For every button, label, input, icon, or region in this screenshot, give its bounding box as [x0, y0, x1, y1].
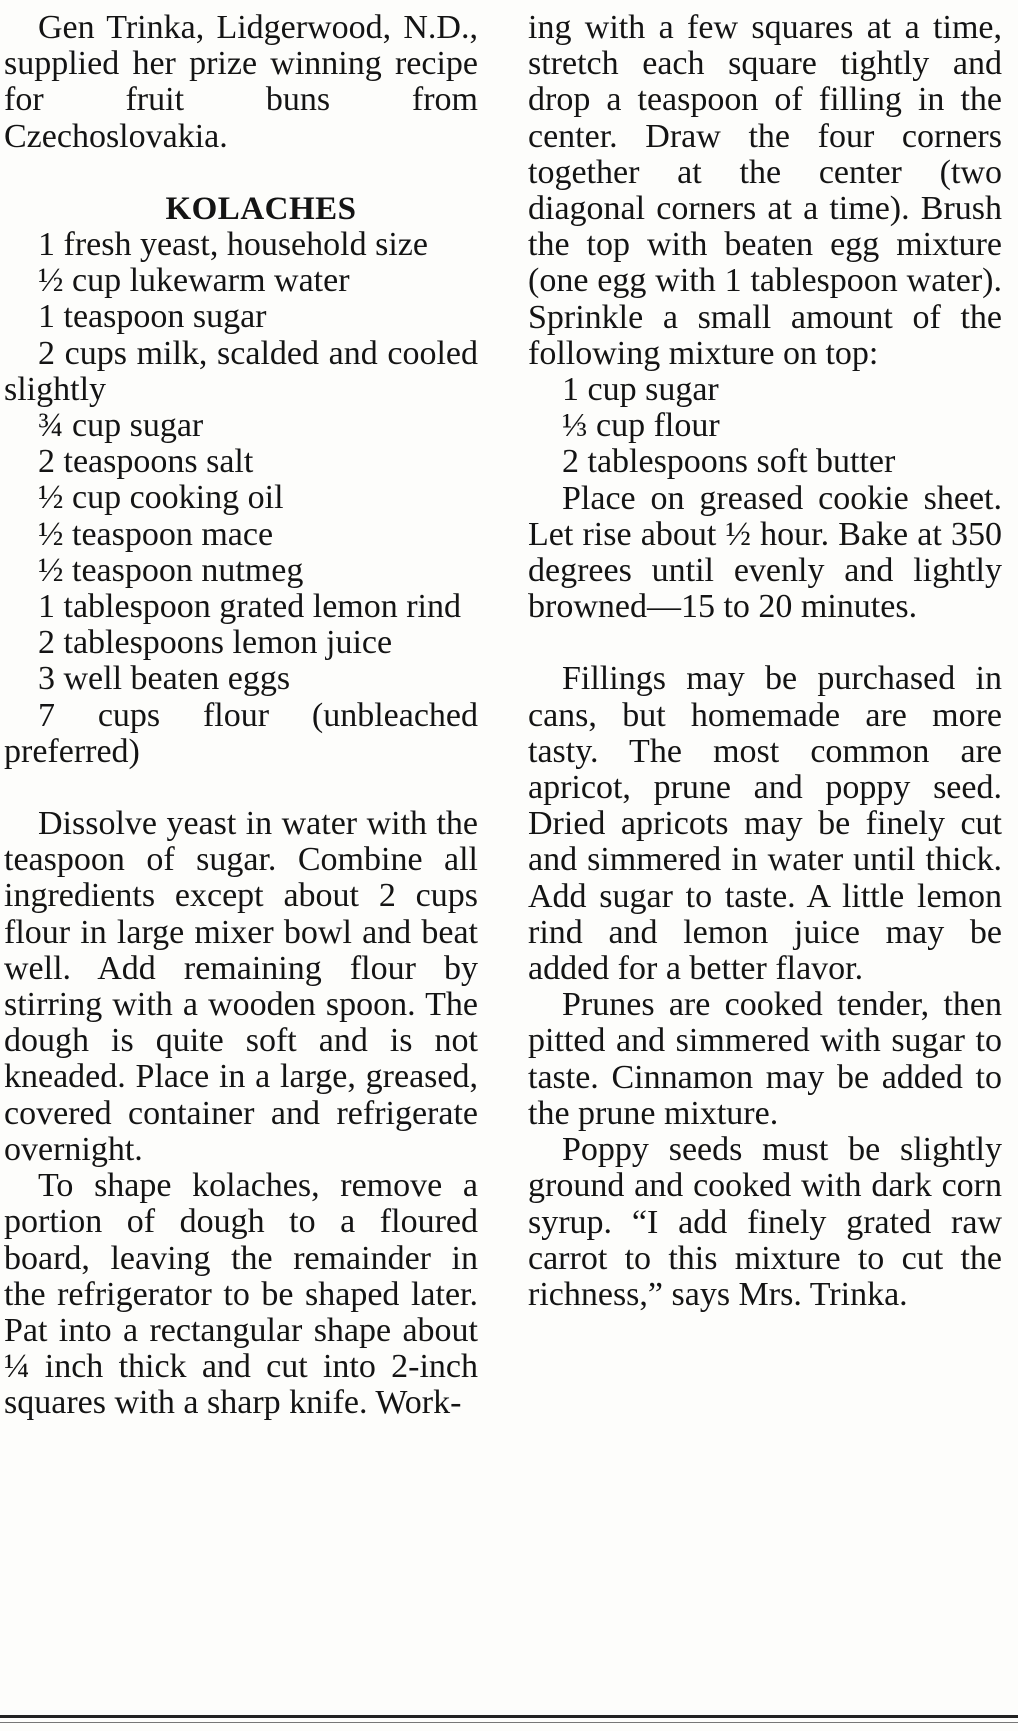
ingredient-item: 1 tablespoon grated lemon rind — [38, 588, 462, 626]
recipe-title-text: KOLACHES — [165, 190, 357, 227]
ingredient-item: ¾ cup sugar — [38, 407, 204, 445]
topping-item: 1 cup sugar — [562, 371, 719, 409]
ingredient-item: 1 teaspoon sugar — [38, 298, 267, 336]
ingredient-item: 1 fresh yeast, household size — [38, 226, 428, 264]
recipe-title — [4, 191, 478, 227]
bottom-rule — [0, 1715, 1018, 1718]
topping-item: 2 tablespoons soft butter — [562, 443, 896, 481]
ingredient-item: 3 well beaten eggs — [38, 660, 291, 698]
ingredient-item: 2 tablespoons lemon juice — [38, 624, 393, 662]
shaping-paragraph: To shape kolaches, remove a portion of dough to a floured board, leaving the remainder in the refrigerator to be shaped later. Pat into a rectangular shape about ¼ inch thick and cut into 2-inch squares with a sharp knife. Work- — [4, 1167, 478, 1422]
ingredient-item: 7 cups flour (unbleached preferred) — [4, 696, 478, 770]
paragraph-spacer — [4, 770, 478, 806]
topping-list — [528, 372, 1002, 481]
shaping-paragraph-continued: ing with a few squares at a time, stretch each square tightly and drop a teaspoon of filling in the center. Draw the four corners together at the center (two diagonal corners at a time). Brush the top with beaten egg mixture (one egg with 1 tablespoon water). Sprinkle a small amount of the following mixture on top: — [528, 9, 1002, 372]
fillings-paragraph: Fillings may be purchased in cans, but homemade are more tasty. The most common are apricot, prune and poppy seed. Dried apricots may be finely cut and simmered in water until thick. Add sugar to taste. A little lemon rind and lemon juice may be added for a better flavor. — [528, 660, 1002, 988]
ingredient-item: ½ teaspoon mace — [38, 515, 274, 553]
intro-paragraph: Gen Trinka, Lidgerwood, N.D., supplied her prize winning recipe for fruit buns from Czechoslovakia. — [4, 9, 478, 155]
bottom-rule-thin — [0, 1722, 1018, 1723]
topping-item: ⅓ cup flour — [562, 407, 720, 445]
prunes-paragraph: Prunes are cooked tender, then pitted and simmered with sugar to taste. Cinnamon may be added to the prune mixture. — [528, 986, 1002, 1132]
right-column — [528, 10, 1002, 1313]
ingredient-item: ½ cup lukewarm water — [38, 262, 350, 300]
left-column — [4, 10, 478, 1422]
ingredient-item: ½ cup cooking oil — [38, 479, 284, 517]
ingredient-item: ½ teaspoon nutmeg — [38, 551, 304, 589]
baking-paragraph: Place on greased cookie sheet. Let rise about ½ hour. Bake at 350 degrees until evenly and lightly browned—15 to 20 minutes. — [528, 479, 1002, 626]
ingredient-item: 2 teaspoons salt — [38, 443, 254, 481]
paragraph-spacer — [528, 625, 1002, 661]
poppy-paragraph: Poppy seeds must be slightly ground and cooked with dark corn syrup. “I add finely grated raw carrot to this mixture to cut the richness,” says Mrs. Trinka. — [528, 1131, 1002, 1313]
ingredient-item: 2 cups milk, scalded and cooled slightly — [4, 334, 478, 408]
directions-paragraph: Dissolve yeast in water with the teaspoon of sugar. Combine all ingredients except about 2 cups flour in large mixer bowl and beat well. Add remaining flour by stirring with a wooden spoon. The dough is quite soft and is not kneaded. Place in a large, greased, covered container and refrigerate overnight. — [4, 805, 478, 1168]
ingredient-list — [4, 227, 478, 770]
